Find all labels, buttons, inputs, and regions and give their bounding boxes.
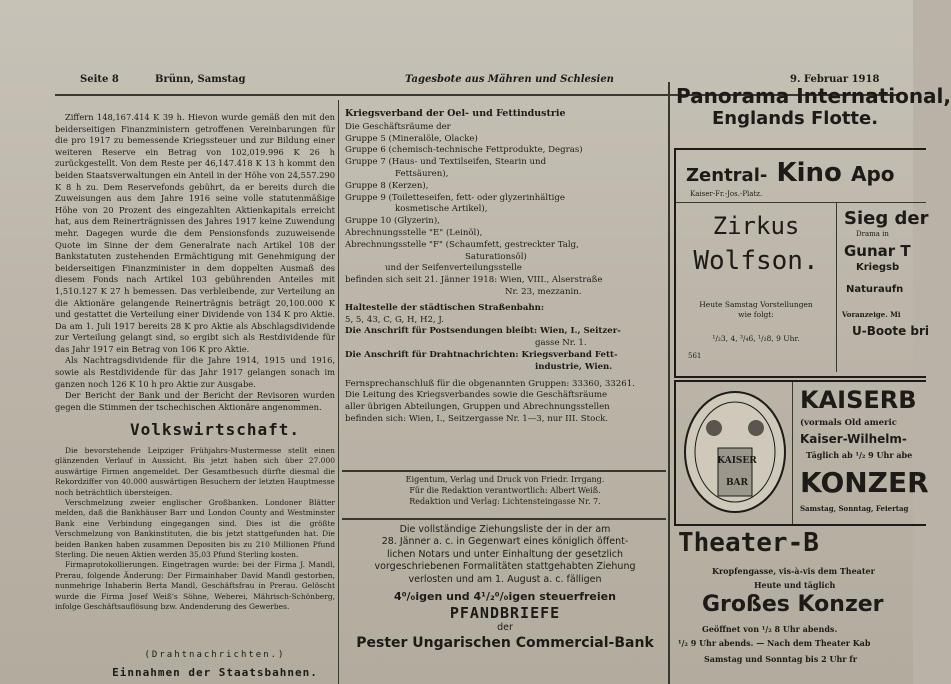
showtimes: ¹/₂3, 4, ³/₄6, ¹/₂8, 9 Uhr. xyxy=(712,334,800,343)
advert-line: Die vollständige Ziehungsliste der in der am xyxy=(399,524,611,535)
notice-line: Abrechnungsstelle "E" (Leinöl), xyxy=(345,227,483,238)
kaiserbar-advert xyxy=(674,380,929,526)
paragraph: Firmaprotokollierungen. Eingetragen wurde: bei der Firma J. Mandl, Prerau, folgende Änderung: Der Firmainhaber David Mandl gestorben, nunmehrige Inhaberin Berta Mandl, Geschäftsfrau in Prerau. Gelöscht wurde die Firma Josef Weiß's Söhne, Weberei, Mährisch-Schönberg, infolge Geschäftsauflösung bzw. Andenderung des Gewerbes. xyxy=(55,560,335,612)
column-1 xyxy=(55,112,335,413)
kino-title-part: Apo xyxy=(850,162,895,186)
paragraph: Der Bericht der Bank und der Bericht der Revisoren wurden gegen die Stimmen der tschechischen Aktionäre angenommen. xyxy=(55,390,335,412)
notice-line: Die Leitung des Kriegsverbandes sowie die Geschäftsräume xyxy=(345,390,608,401)
section-rule xyxy=(130,400,300,401)
advert-rate: 4⁰/₀igen und 4¹/₂⁰/₀igen steuerfreien xyxy=(394,590,616,604)
panorama-title: Panorama International, xyxy=(676,84,951,108)
showtimes-intro: Heute Samstag Vorstellungen xyxy=(699,300,813,309)
film-sub: Kriegsb xyxy=(856,262,900,273)
notice-line: kosmetische Artikel), xyxy=(395,204,488,215)
theater-address: Kropfengasse, vis-à-vis dem Theater xyxy=(712,566,875,576)
kaiserbar-days: Samstag, Sonntag, Feiertag xyxy=(800,504,909,513)
konzert-title: Großes Konzer xyxy=(702,592,884,617)
opening-hours: Geöffnet von ¹/₂ 8 Uhr abends. xyxy=(702,624,838,634)
notice-line: Saturationsöl) xyxy=(465,251,527,262)
showtimes-intro2: wie folgt: xyxy=(738,310,774,319)
column-rule-2 xyxy=(668,82,670,684)
kino-title-part: Zentral- xyxy=(686,165,768,186)
column-rule-1 xyxy=(338,100,339,684)
column-2 xyxy=(345,108,665,426)
notice-line: Abrechnungsstelle "F" (Schaumfett, gestreckter Talg, xyxy=(345,239,579,250)
notice-line: Die Anschrift für Drahtnachrichten: Kriegsverband Fett- xyxy=(345,349,618,360)
notice-line: Gruppe 6 (chemisch-technische Fettprodukte, Degras) xyxy=(345,145,583,156)
film-genre: Drama in xyxy=(856,230,889,238)
theater-title: Theater-B xyxy=(678,528,819,558)
emblem-text: KAISER xyxy=(717,456,757,466)
notice-line: Die Anschrift für Postsendungen bleibt: Wien, I., Seitzer- xyxy=(345,326,621,337)
notice-line: Fettsäuren), xyxy=(395,168,449,179)
advert-line: 28. Jänner a. c. in Gegenwart eines königlich öffent- xyxy=(381,536,629,548)
kino-address: Kaiser-Fr.-Jos.-Platz. xyxy=(690,190,763,198)
imprint-rule xyxy=(342,470,666,472)
notice-line: Gruppe 7 (Haus- und Textilseifen, Stearin und xyxy=(345,157,547,168)
preview-label: Voranzeige. Mi xyxy=(842,310,901,319)
notice-line: befinden sich: Wien, I., Seitzergasse Nr. 1—3, nur III. Stock. xyxy=(345,413,609,424)
page-number: Seite 8 xyxy=(80,74,119,85)
paragraph: Als Nachtragsdividende für die Jahre 1914, 1915 und 1916, sowie als Restdividende für das Jahr 1917 gelangen sonach im ganzen noch 126 K 10 h pro Aktie zur Ausgabe. xyxy=(55,355,335,389)
kaiserbar-emblem-icon xyxy=(680,386,790,518)
notice-line: Die Geschäftsräume der xyxy=(345,121,451,132)
notice-line: 5, 5, 43, C, G, H, H2, J. xyxy=(345,314,444,325)
notice-title: Kriegsverband der Oel- und Fettindustrie xyxy=(345,108,566,119)
kino-advert xyxy=(674,148,930,378)
bond-advert xyxy=(345,524,665,650)
advert-number: 561 xyxy=(688,352,702,360)
wolfson-title: Wolfson. xyxy=(693,246,819,276)
notice-line: Haltestelle der städtischen Straßenbahn: xyxy=(345,302,545,313)
notice-line: Gruppe 9 (Toiletteseifen, fett- oder glyzerinhältige xyxy=(345,192,565,203)
kino-inner-rule xyxy=(836,202,837,372)
imprint-line: Eigentum, Verlag und Druck von Friedr. Irrgang. xyxy=(405,475,605,484)
film-star: Gunar T xyxy=(844,242,911,260)
theater-advert xyxy=(674,526,924,684)
notice-line: gasse Nr. 1. xyxy=(535,338,587,349)
notice-line: industrie, Wien. xyxy=(535,361,613,372)
subsection-title: Einnahmen der Staatsbahnen. xyxy=(112,666,318,679)
kaiserbar-sub: (vormals Old americ xyxy=(800,418,897,428)
kaiserbar-title: KAISERB xyxy=(800,386,917,414)
wire-news-label: (Drahtnachrichten.) xyxy=(144,650,286,660)
notice-line: Fernsprechanschluß für die obgenannten Gruppen: 33360, 33261. xyxy=(345,378,635,389)
weekend-hours: Samstag und Sonntag bis 2 Uhr fr xyxy=(704,654,857,664)
notice-line: Gruppe 8 (Kerzen), xyxy=(345,180,429,191)
imprint xyxy=(345,474,665,507)
zirkus-title: Zirkus xyxy=(712,212,800,240)
panorama-advert xyxy=(676,84,951,144)
preview-title: U-Boote bri xyxy=(852,324,930,338)
theater-daily: Heute und täglich xyxy=(754,580,836,590)
header-place: Brünn, Samstag xyxy=(155,74,246,85)
imprint-line: Für die Redaktion verantwortlich: Albert Weiß. xyxy=(409,486,601,495)
film-title: Sieg der xyxy=(844,208,929,229)
paragraph: Verschmelzung zweier englischer Großbanken. Londoner Blätter melden, daß die Bankhäuser Barr und London County and Westminster Bank eine Verbindung eingegangen sind. Dies ist die größte Verschmelzung von Bankinstituten, die bis jetzt stattgefunden hat. Die beiden Banken haben zusammen Depositen bis zu 210 Millionen Pfund Sterling. Die neuen Aktien werden 35,03 Pfund Sterling kosten. xyxy=(55,498,335,560)
kaiserbar-rule xyxy=(792,382,793,524)
kaiserbar-konzert: KONZER xyxy=(800,466,929,499)
paragraph: Die bevorstehende Leipziger Frühjahrs-Mustermesse stellt einen glänzenden Verlauf in Aussicht. Bis jetzt haben sich über 27.000 auswärtige Firmen angemeldet. Der Gesamtbesuch dürfte diesmal die Rekordziffer von 40.000 auswärtigen Besuchern der letzten Hauptmesse noch beträchtlich übersteigen. xyxy=(55,446,335,497)
section-title: Volkswirtschaft. xyxy=(129,420,301,439)
advert-headline: PFANDBRIEFE xyxy=(449,604,561,623)
advert-line: verlosten und am 1. August a. c. fälligen xyxy=(408,573,602,585)
kino-title: Kino xyxy=(776,158,842,188)
kino-inner-hr xyxy=(676,202,926,203)
ad-rule xyxy=(342,518,666,520)
advert-bank-name: Pester Ungarischen Commercial-Bank xyxy=(356,635,654,652)
notice-line: Gruppe 5 (Mineralöle, Olacke) xyxy=(345,133,478,144)
film-sub: Naturaufn xyxy=(846,284,904,295)
notice-line: Nr. 23, mezzanin. xyxy=(505,286,582,297)
header-date: 9. Februar 1918 xyxy=(790,74,880,85)
advert-line: lichen Notars und unter Einhaltung der gesetzlich xyxy=(386,548,624,560)
kaiserbar-hours: Täglich ab ¹/₂ 9 Uhr abe xyxy=(806,450,913,460)
opening-hours-2: ¹/₂ 9 Uhr abends. — Nach dem Theater Kab xyxy=(678,638,871,648)
kaiserbar-address: Kaiser-Wilhelm- xyxy=(800,432,907,446)
imprint-line: Redaktion und Verlag: Lichtensteingasse Nr. 7. xyxy=(409,497,601,506)
advert-line: vorgeschriebenen Formalitäten stattgehabten Ziehung xyxy=(374,561,636,573)
notice-line: aller übrigen Abteilungen, Gruppen und Abrechnungsstellen xyxy=(345,402,610,413)
column-1-economy xyxy=(55,446,335,613)
emblem-text: BAR xyxy=(725,478,749,488)
paragraph: Ziffern 148,167.414 K 39 h. Hievon wurde gemäß den mit den beiderseitigen Finanzministern getroffenen Vereinbarungen für die pro 1917 zu bemessende Kriegssteuer und zur Bildung einer weiteren Reserve ein Betrag von 102,019.996 K 26 h zurückgestellt. Von dem Reste per 46,147.418 K 13 h kommt den beiden Staatsverwaltungen ein Anteil in der Höhe von 24,557.290 K 8 h zu. Dem Reservefonds gebührt, da er bereits durch die Zuweisungen aus dem Jahre 1916 seine volle statutenmäßige Höhe von 20 Prozent des eingezahlten Aktienkapitals erreicht hat, aus dem Reinerträgnissen des Jahres 1917 keine Zuwendung mehr. Dagegen wurde die dem Pensionsfonds zuzuweisende Quote im Sinne der dem Generalrate nach Artikel 108 der Bankstatuten zustehenden Ermächtigung mit Genehmigung der beiderseitigen Finanzminister in dem doppelten Ausmaß des diesem Fonds nach Artikel 103 gebührenden Anteiles mit 1,510.127 K 27 h bemessen. Das verbleibende, zur Verteilung an die Aktionäre gelangende Reinerträgnis beträgt 20,100.000 K und gestattet die Verteilung einer Dividende von 134 K pro Aktie. Da am 1. Juli 1917 bereits 28 K pro Aktie als Abschlagsdividende zur Verteilung gelangt sind, so ergibt sich als Restdividende für das Jahr 1917 ein Betrag von 106 K pro Aktie. xyxy=(55,112,335,354)
notice-line: Gruppe 10 (Glyzerin), xyxy=(345,216,440,227)
notice-line: und der Seifenverteilungsstelle xyxy=(385,263,522,274)
advert-word: der xyxy=(497,621,513,633)
panorama-subtitle: Englands Flotte. xyxy=(712,108,879,129)
newspaper-name: Tagesbote aus Mähren und Schlesien xyxy=(405,74,614,85)
notice-line: befinden sich seit 21. Jänner 1918: Wien, VIII., Alserstraße xyxy=(345,275,603,286)
